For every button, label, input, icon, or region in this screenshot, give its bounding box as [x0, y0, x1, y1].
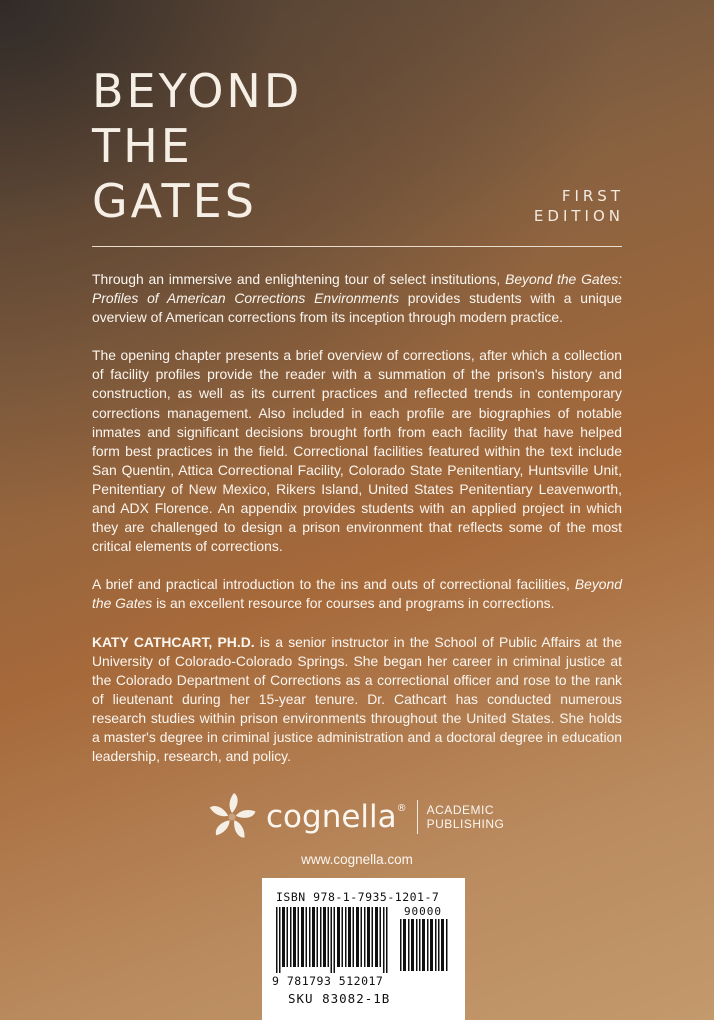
publisher-wordmark: cognella®: [266, 799, 407, 835]
addon-barcode: [400, 907, 448, 971]
description-paragraph-3: A brief and practical introduction to the ins and outs of correctional facilities, Beyond the Gates is an excellent resource for courses and programs in corrections.: [92, 576, 622, 612]
divider-line: [92, 246, 622, 247]
author-bio: KATY CATHCART, PH.D. is a senior instructor in the School of Public Affairs at the University of Colorado-Colorado Springs. She began her career in criminal justice at the Colorado Department of Corrections as a correctional officer and rose to the rank of lieutenant during her 15-year tenure. Dr. Cathcart has conducted numerous research studies within prison environments throughout the United States. She holds a master's degree in criminal justice administration and a doctoral degree in education leadership, research, and policy.: [92, 633, 622, 765]
ean-number: 9 781793 512017: [272, 974, 384, 988]
edition-line-1: FIRST: [561, 187, 624, 205]
book-full-title: Beyond the Gates: Profiles of American Corrections Environments: [92, 271, 623, 307]
title-line-1: BEYOND: [92, 64, 303, 118]
logo-divider: [417, 800, 418, 834]
isbn-text: ISBN 978-1-7935-1201-7: [276, 890, 440, 904]
barcode-label: [262, 878, 465, 1020]
edition-label: [534, 186, 624, 226]
description-paragraph-1: Through an immersive and enlightening tour of select institutions, Beyond the Gates: Profiles of American Corrections Environments provides students with a unique overview of American corrections from its inception through modern practice.: [92, 271, 623, 326]
edition-line-2: EDITION: [533, 207, 624, 225]
addon-number: 90000: [403, 905, 443, 918]
title-line-2: THE: [92, 119, 193, 173]
description-paragraph-2: The opening chapter presents a brief overview of corrections, after which a collection of facility profiles provide the reader with a summation of the prison's history and construction, as well as its current practices and reflected trends in contemporary corrections management. Also included in each profile are biographies of notable inmates and significant decisions brought forth from each facility that have helped form best practices in the field. Correctional facilities featured within the text include San Quentin, Attica Correctional Facility, Colorado State Penitentiary, Huntsville Unit, Penitentiary of New Mexico, Rikers Island, United States Penitentiary Leavenworth, and ADX Florence. An appendix provides students with an applied project in which they are challenged to design a prison environment that reflects some of the most critical elements of corrections.: [92, 347, 622, 555]
book-short-title: Beyond the Gates: [92, 576, 622, 612]
sku-text: SKU 83082-1B: [288, 991, 391, 1006]
cognella-flower-icon: [206, 791, 258, 843]
book-title: [92, 64, 302, 229]
isbn-barcode: [276, 907, 388, 973]
publisher-subtitle: ACADEMIC PUBLISHING: [426, 803, 505, 831]
description: [92, 270, 622, 785]
publisher-logo: [206, 790, 504, 844]
publisher-url: www.cognella.com: [301, 852, 413, 867]
author-name: KATY CATHCART, PH.D.: [92, 633, 255, 650]
title-line-3: GATES: [92, 174, 257, 228]
